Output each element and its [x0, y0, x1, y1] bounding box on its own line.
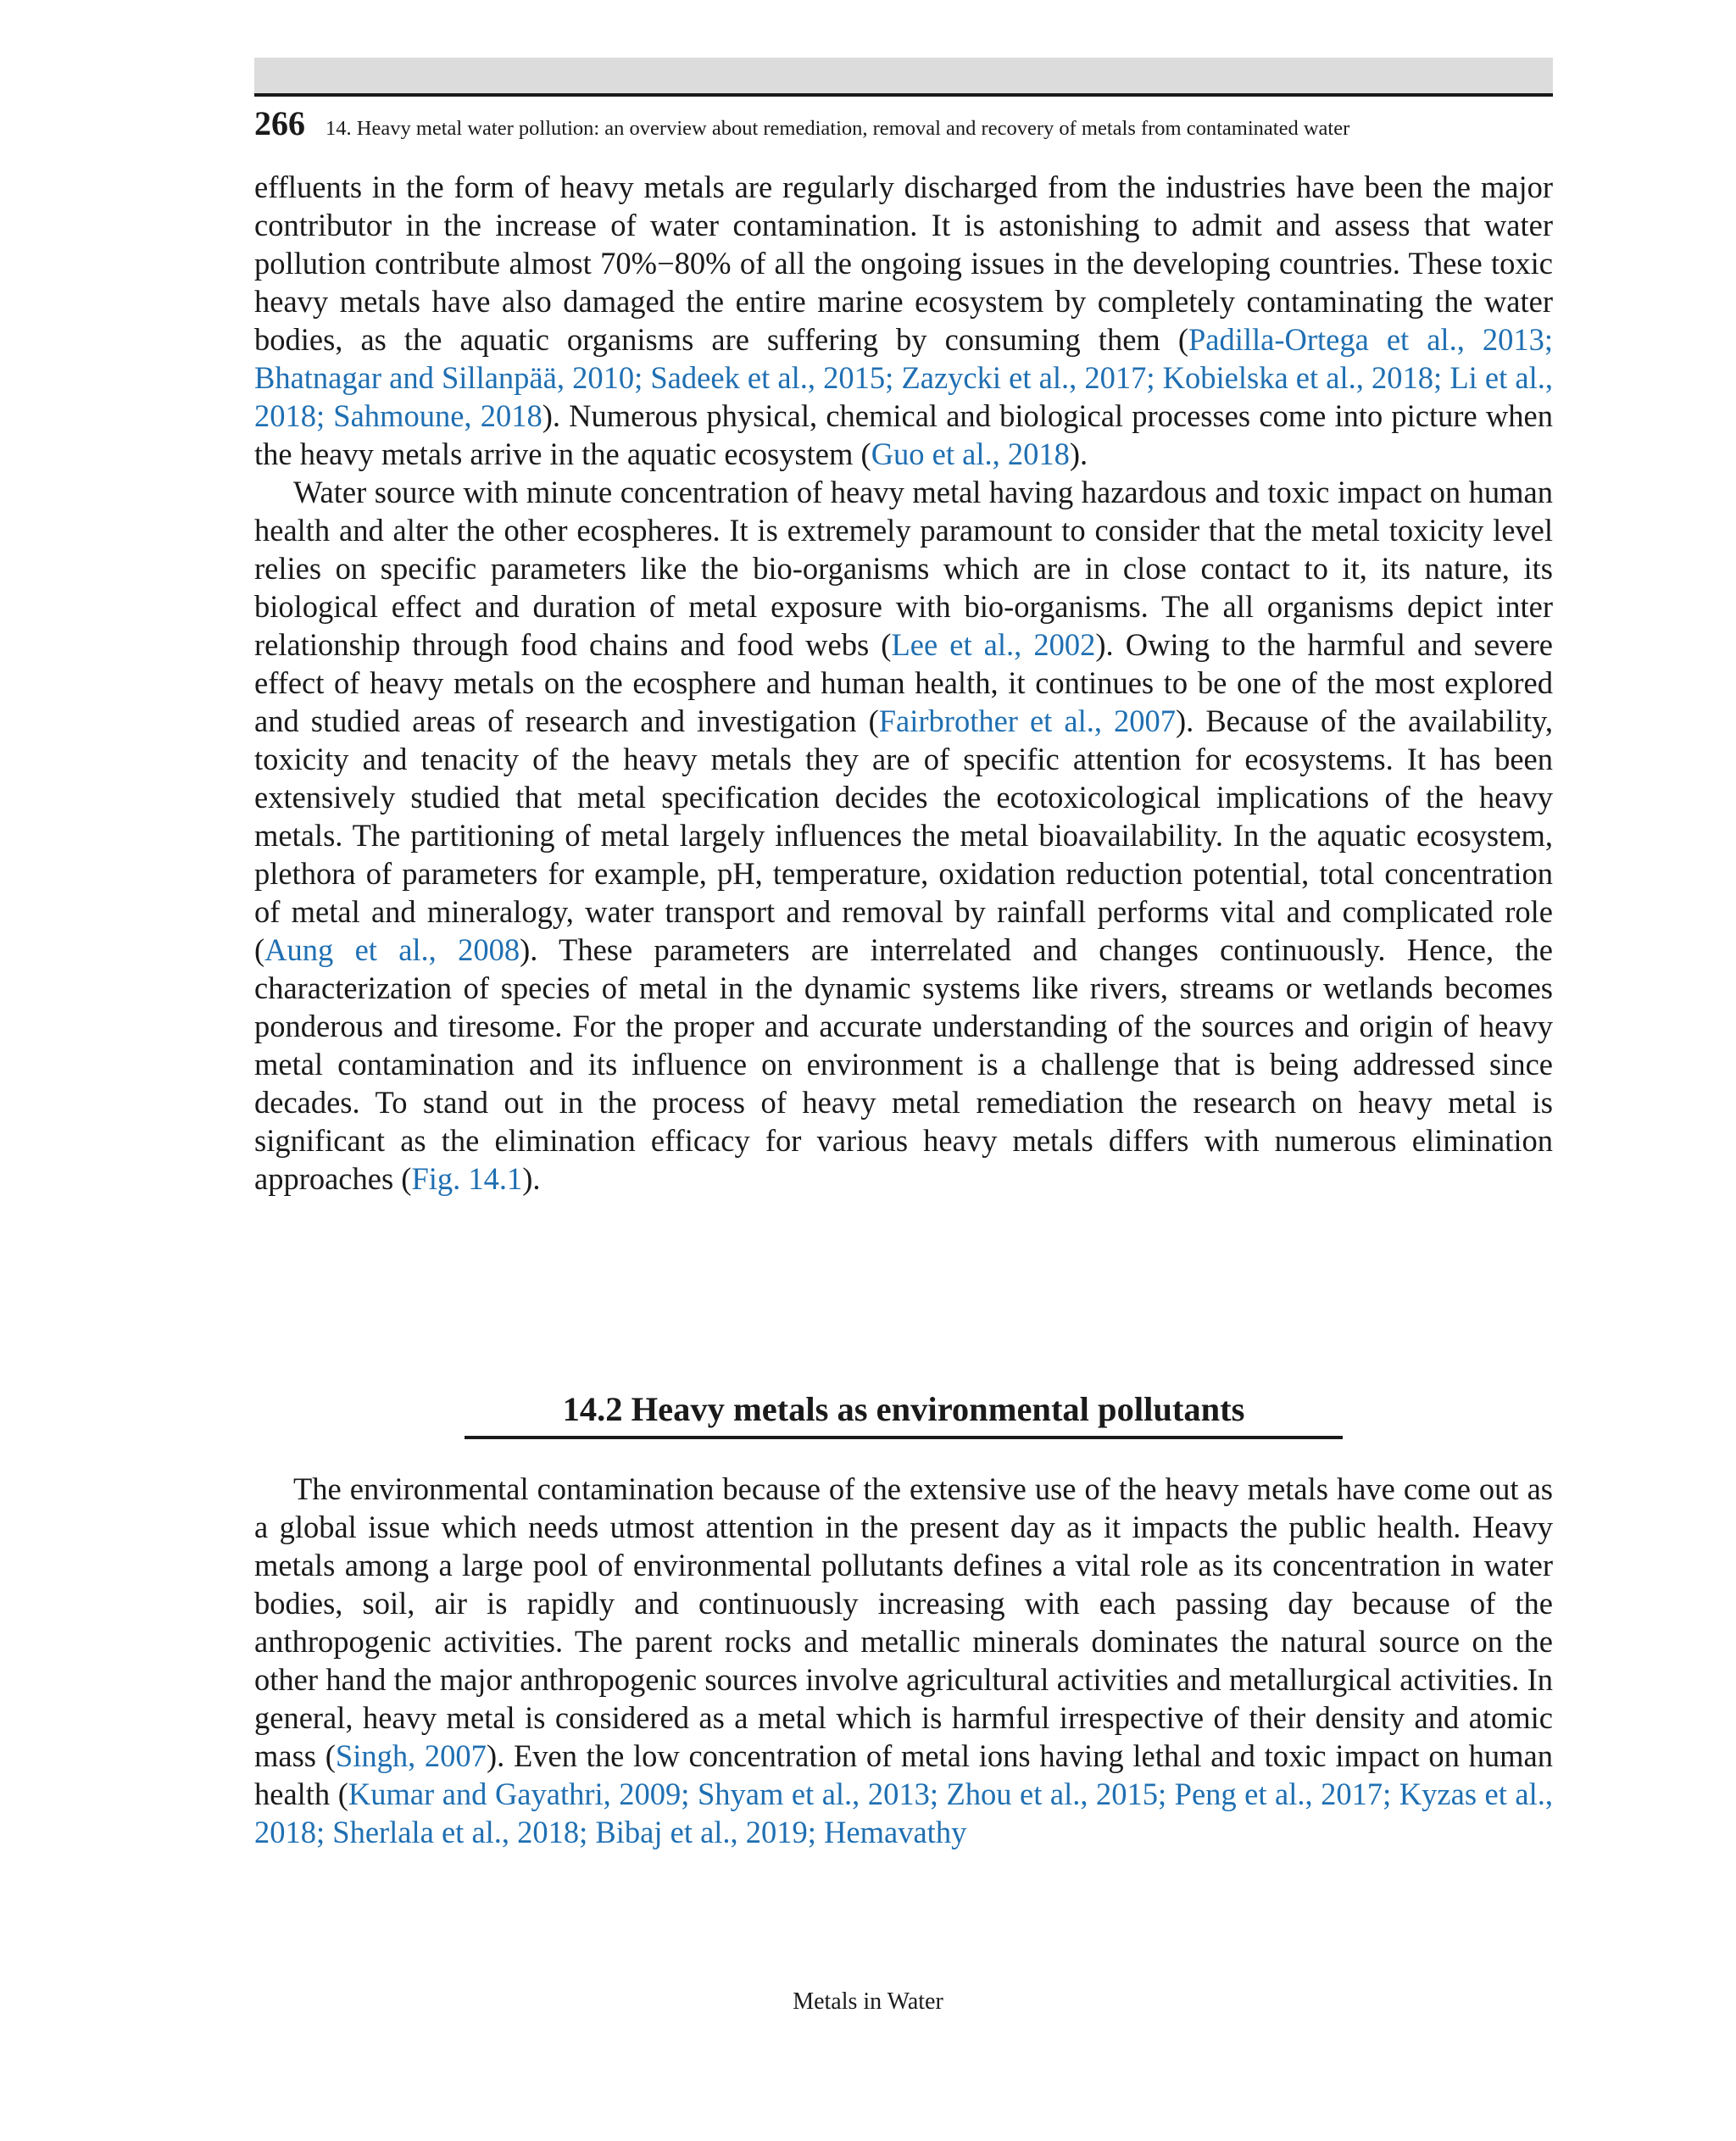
citation-link[interactable]: Fairbrother et al., 2007 — [878, 703, 1176, 738]
paragraph-text: ). Because of the availability, toxicity and tenacity of the heavy metals they are of specific attention for ecosystems. It has been extensively studied that metal specification decides the ecotoxicological implications of the heavy metals. The partitioning of metal largely influences the metal bioavailability. In the aquatic ecosystem, plethora of parameters for example, pH, temperature, oxidation reduction potential, total concentration of metal and mineralogy, water transport and removal by rainfall performs vital and complicated role ( — [254, 703, 1553, 967]
paragraph-text: ). Owing to the harmful and severe effect of heavy metals on the ecosphere and human health, it continues to be one of the most explored and studied areas of research and investigation ( — [254, 627, 1554, 738]
header-band — [254, 58, 1553, 93]
section-heading — [465, 1388, 1343, 1439]
paragraph-1 — [254, 168, 1553, 473]
page-number: 266 — [254, 104, 305, 142]
citation-link[interactable]: Kumar and Gayathri, 2009; Shyam et al., 2013; Zhou et al., 2015; Peng et al., 2017; Kyzas et al., 2018; Sherlala et al., 2018; Bibaj et al., 2019; Hemavathy — [254, 1777, 1553, 1849]
paragraph-text: The environmental contamination because of the extensive use of the heavy metals have come out as a global issue which needs utmost attention in the present day as it impacts the public health. Heavy metals among a large pool of environmental pollutants defines a vital role as its concentration in water bodies, soil, air is rapidly and continuously increasing with each passing day because of the anthropogenic activities. The parent rocks and metallic minerals dominates the natural source on the other hand the major anthropogenic sources involve agricultural activities and metallurgical activities. In general, heavy metal is considered as a metal which is harmful irrespective of their density and atomic mass ( — [254, 1471, 1553, 1773]
citation-link[interactable]: Singh, 2007 — [335, 1738, 487, 1773]
paragraph-3 — [254, 1470, 1553, 1851]
paragraph-text: ). — [522, 1161, 541, 1196]
section-body-text — [254, 1470, 1553, 1851]
paragraph-text: ). — [1069, 437, 1088, 471]
citation-link[interactable]: Guo et al., 2018 — [871, 437, 1070, 471]
citation-link[interactable]: Padilla-Ortega et al., 2013; Bhatnagar and Sillanpää, 2010; Sadeek et al., 2015; Zazycki et al., 2017; Kobielska et al., 2018; Li et al., 2018; Sahmoune, 2018 — [254, 322, 1553, 433]
paragraph-text: ). Even the low concentration of metal ions having lethal and toxic impact on human health ( — [254, 1738, 1553, 1811]
footer-book-title: Metals in Water — [793, 1988, 943, 2015]
paragraph-text: ). These parameters are interrelated and changes continuously. Hence, the characterization of species of metal in the dynamic systems like rivers, streams or wetlands becomes ponderous and tiresome. For the proper and accurate understanding of the sources and origin of heavy metal contamination and its influence on environment is a challenge that is being addressed since decades. To stand out in the process of heavy metal remediation the research on heavy metal is significant as the elimination efficacy for various heavy metals differs with numerous elimination approaches ( — [254, 932, 1553, 1196]
running-title: 14. Heavy metal water pollution: an overview about remediation, removal and recovery of metals from contaminated water — [326, 117, 1350, 140]
citation-link[interactable]: Aung et al., 2008 — [264, 932, 520, 967]
paragraph-text: Water source with minute concentration of heavy metal having hazardous and toxic impact on human health and alter the other ecospheres. It is extremely paramount to consider that the metal toxicity level relies on specific parameters like the bio-organisms which are in close contact to it, its nature, its biological effect and duration of metal exposure with bio-organisms. The all organisms depict inter relationship through food chains and food webs ( — [254, 475, 1553, 662]
body-text — [254, 168, 1553, 1198]
paragraph-text: effluents in the form of heavy metals are regularly discharged from the industries have been the major contributor in the increase of water contamination. It is astonishing to admit and assess that water pollution contribute almost 70%−80% of all the ongoing issues in the developing countries. These toxic heavy metals have also damaged the entire marine ecosystem by completely contaminating the water bodies, as the aquatic organisms are suffering by consuming them ( — [254, 170, 1553, 357]
paragraph-2 — [254, 473, 1553, 1198]
running-head — [254, 103, 1553, 147]
header-rule — [254, 93, 1553, 97]
figure-link[interactable]: Fig. 14.1 — [411, 1161, 523, 1196]
citation-link[interactable]: Lee et al., 2002 — [891, 627, 1096, 662]
paragraph-text: ). Numerous physical, chemical and biological processes come into picture when the heavy metals arrive in the aquatic ecosystem ( — [254, 398, 1553, 471]
section-rule — [465, 1436, 1343, 1439]
section-title: 14.2 Heavy metals as environmental pollutants — [562, 1390, 1245, 1428]
